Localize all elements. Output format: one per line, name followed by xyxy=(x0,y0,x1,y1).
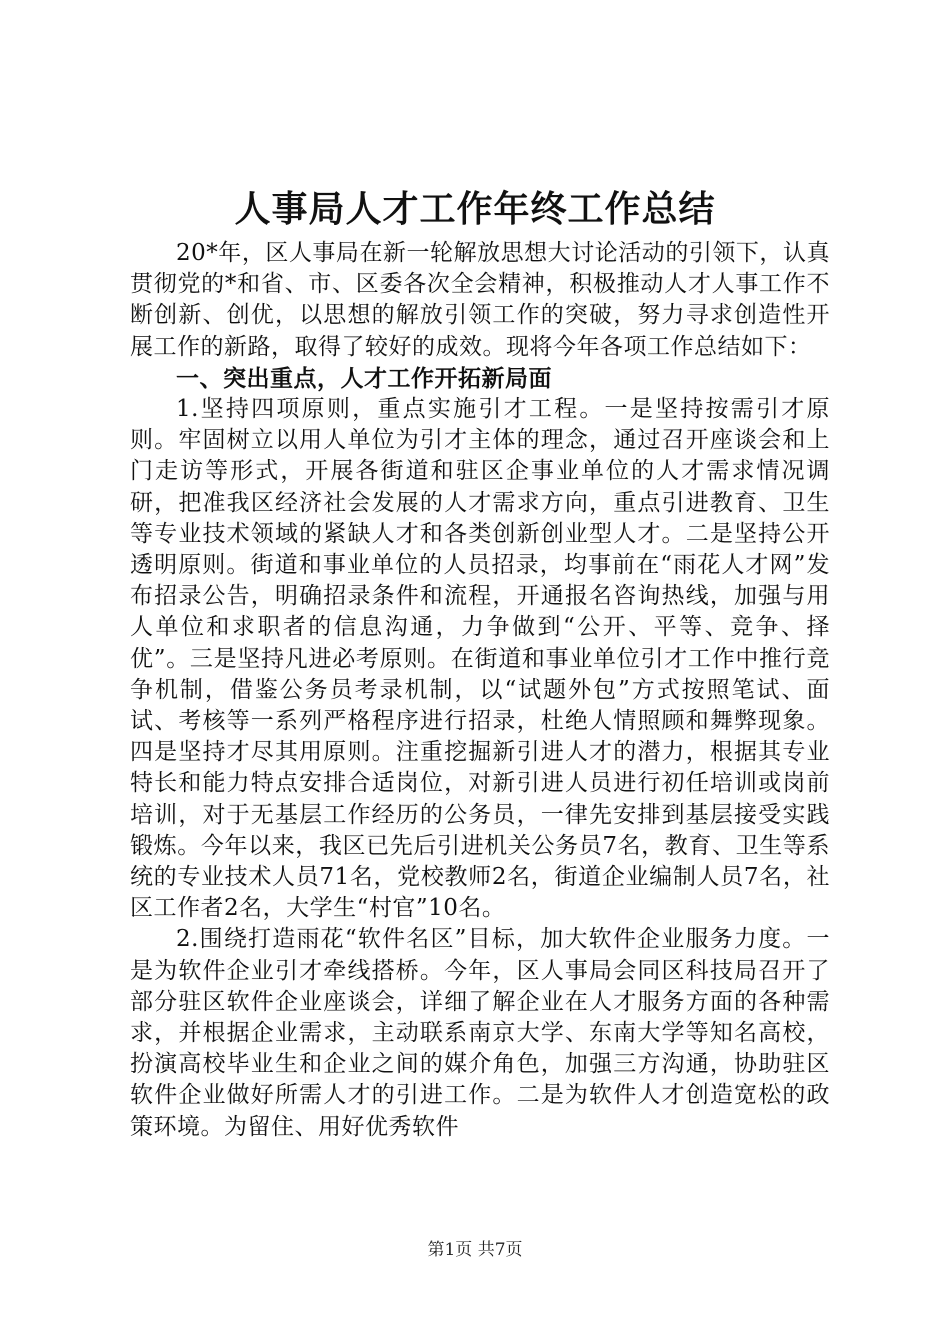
body-paragraph: 1.坚持四项原则，重点实施引才工程。一是坚持按需引才原则。牢固树立以用人单位为引才主体的理念，通过召开座谈会和上门走访等形式，开展各街道和驻区企事业单位的人才需求情况调研，把准我区经济社会发展的人才需求方向，重点引进教育、卫生等专业技术领域的紧缺人才和各类创新创业型人才。二是坚持公开透明原则。街道和事业单位的人员招录，均事前在“雨花人才网”发布招录公告，明确招录条件和流程，开通报名咨询热线，加强与用人单位和求职者的信息沟通，力争做到“公开、平等、竞争、择优”。三是坚持凡进必考原则。在街道和事业单位引才工作中推行竞争机制，借鉴公务员考录机制，以“试题外包”方式按照笔试、面试、考核等一系列严格程序进行招录，杜绝人情照顾和舞弊现象。四是坚持才尽其用原则。注重挖掘新引进人才的潜力，根据其专业特长和能力特点安排合适岗位，对新引进人员进行初任培训或岗前培训，对于无基层工作经历的公务员，一律先安排到基层接受实践锻炼。今年以来，我区已先后引进机关公务员7名，教育、卫生等系统的专业技术人员71名，党校教师2名，街道企业编制人员7名，社区工作者2名，大学生“村官”10名。 xyxy=(130,396,830,922)
body-paragraph: 2.围绕打造雨花“软件名区”目标，加大软件企业服务力度。一是为软件企业引才牵线搭桥。今年，区人事局会同区科技局召开了部分驻区软件企业座谈会，详细了解企业在人才服务方面的各种需求，并根据企业需求，主动联系南京大学、东南大学等知名高校，扮演高校毕业生和企业之间的媒介角色，加强三方沟通，协助驻区软件企业做好所需人才的引进工作。二是为软件人才创造宽松的政策环境。为留住、用好优秀软件 xyxy=(130,926,830,1140)
page-number-footer: 第1页 共7页 xyxy=(427,1240,523,1260)
intro-paragraph: 20*年，区人事局在新一轮解放思想大讨论活动的引领下，认真贯彻党的*和省、市、区委各次全会精神，积极推动人才人事工作不断创新、创优，以思想的解放引领工作的突破，努力寻求创造性开展工作的新路，取得了较好的成效。现将今年各项工作总结如下： xyxy=(130,240,830,360)
document-title: 人事局人才工作年终工作总结 xyxy=(234,188,716,230)
section-heading: 一、突出重点，人才工作开拓新局面 xyxy=(176,364,552,392)
document-body xyxy=(130,238,830,1143)
